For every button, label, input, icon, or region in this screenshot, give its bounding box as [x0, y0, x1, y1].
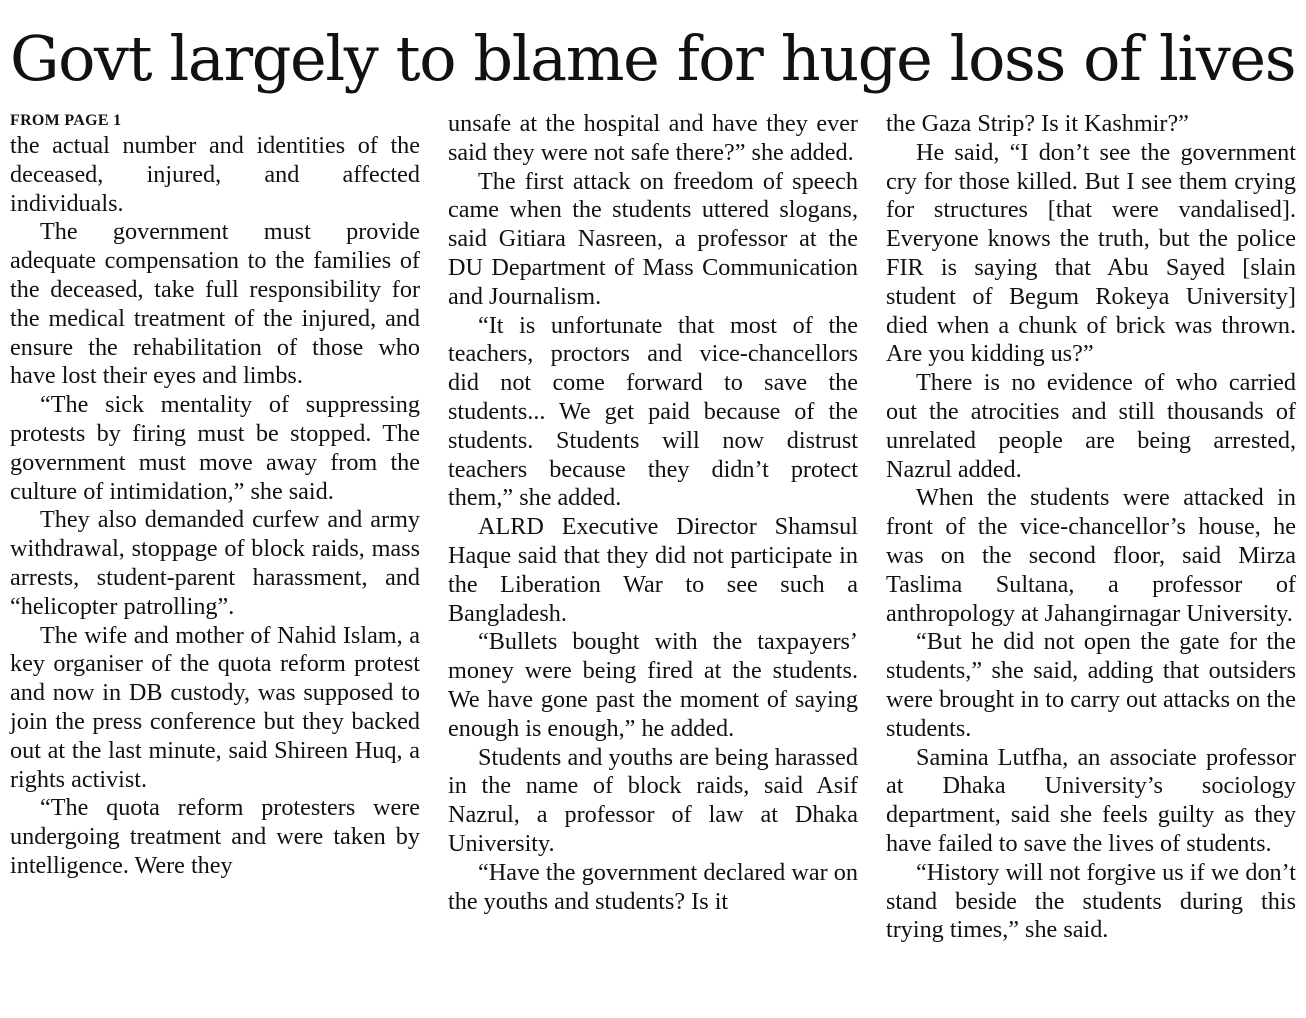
paragraph: The wife and mother of Nahid Islam, a key organiser of the quota reform protest and now in DB custody, was supposed to join the press conference but they backed out at the last minute, said Shireen Huq, a rights activist. — [10, 621, 420, 793]
paragraph: The government must provide adequate compensation to the families of the deceased, take full responsibility for the medical treatment of the injured, and ensure the rehabilitation of those who have lost their eyes and limbs. — [10, 218, 420, 390]
paragraph: the actual number and identities of the deceased, injured, and affected individuals. — [10, 132, 420, 217]
paragraph: Students and youths are being harassed in the name of block raids, said Asif Nazrul, a professor of law at Dhaka University. — [448, 743, 858, 857]
article-column-1 — [10, 110, 420, 881]
paragraph: There is no evidence of who carried out the atrocities and still thousands of unrelated people are being arrested, Nazrul added. — [886, 369, 1296, 483]
paragraph: “Have the government declared war on the youths and students? Is it — [448, 858, 858, 915]
paragraph: “History will not forgive us if we don’t stand beside the students during this trying times,” she said. — [886, 858, 1296, 944]
article-column-3 — [886, 110, 1296, 945]
paragraph: unsafe at the hospital and have they ever said they were not safe there?” she added. — [448, 110, 858, 166]
paragraph: “It is unfortunate that most of the teachers, proctors and vice-chancellors did not come forward to save the students... We get paid because of the students. Students will now distrust teachers because they didn’t protect them,” she added. — [448, 311, 858, 512]
jump-kicker: FROM PAGE 1 — [10, 112, 122, 129]
paragraph: “Bullets bought with the taxpayers’ money were being fired at the students. We have gone past the moment of saying enough is enough,” he added. — [448, 628, 858, 742]
paragraph: “But he did not open the gate for the students,” she said, adding that outsiders were brought in to carry out attacks on the students. — [886, 628, 1296, 742]
headline: Govt largely to blame for huge loss of lives — [10, 22, 1296, 95]
paragraph: the Gaza Strip? Is it Kashmir?” — [886, 110, 1189, 137]
paragraph: They also demanded curfew and army withdrawal, stoppage of block raids, mass arrests, student-parent harassment, and “helicopter patrolling”. — [10, 506, 420, 620]
paragraph: The first attack on freedom of speech came when the students uttered slogans, said Gitiara Nasreen, a professor at the DU Department of Mass Communication and Journalism. — [448, 167, 858, 310]
paragraph: ALRD Executive Director Shamsul Haque said that they did not participate in the Liberation War to see such a Bangladesh. — [448, 513, 858, 627]
paragraph: Samina Lutfha, an associate professor at Dhaka University’s sociology department, said she feels guilty as they have failed to save the lives of students. — [886, 743, 1296, 857]
paragraph: “The sick mentality of suppressing protests by firing must be stopped. The government must move away from the culture of intimidation,” she said. — [10, 391, 420, 505]
article-column-2 — [448, 110, 858, 916]
paragraph: When the students were attacked in front of the vice-chancellor’s house, he was on the second floor, said Mirza Taslima Sultana, a professor of anthropology at Jahangirnagar University. — [886, 484, 1296, 627]
paragraph: “The quota reform protesters were undergoing treatment and were taken by intelligence. Were they — [10, 794, 420, 879]
paragraph: He said, “I don’t see the government cry for those killed. But I see them crying for structures [that were vandalised]. Everyone knows the truth, but the police FIR is saying that Abu Sayed [slain student of Begum Rokeya University] died when a chunk of brick was thrown. Are you kidding us?” — [886, 138, 1296, 368]
